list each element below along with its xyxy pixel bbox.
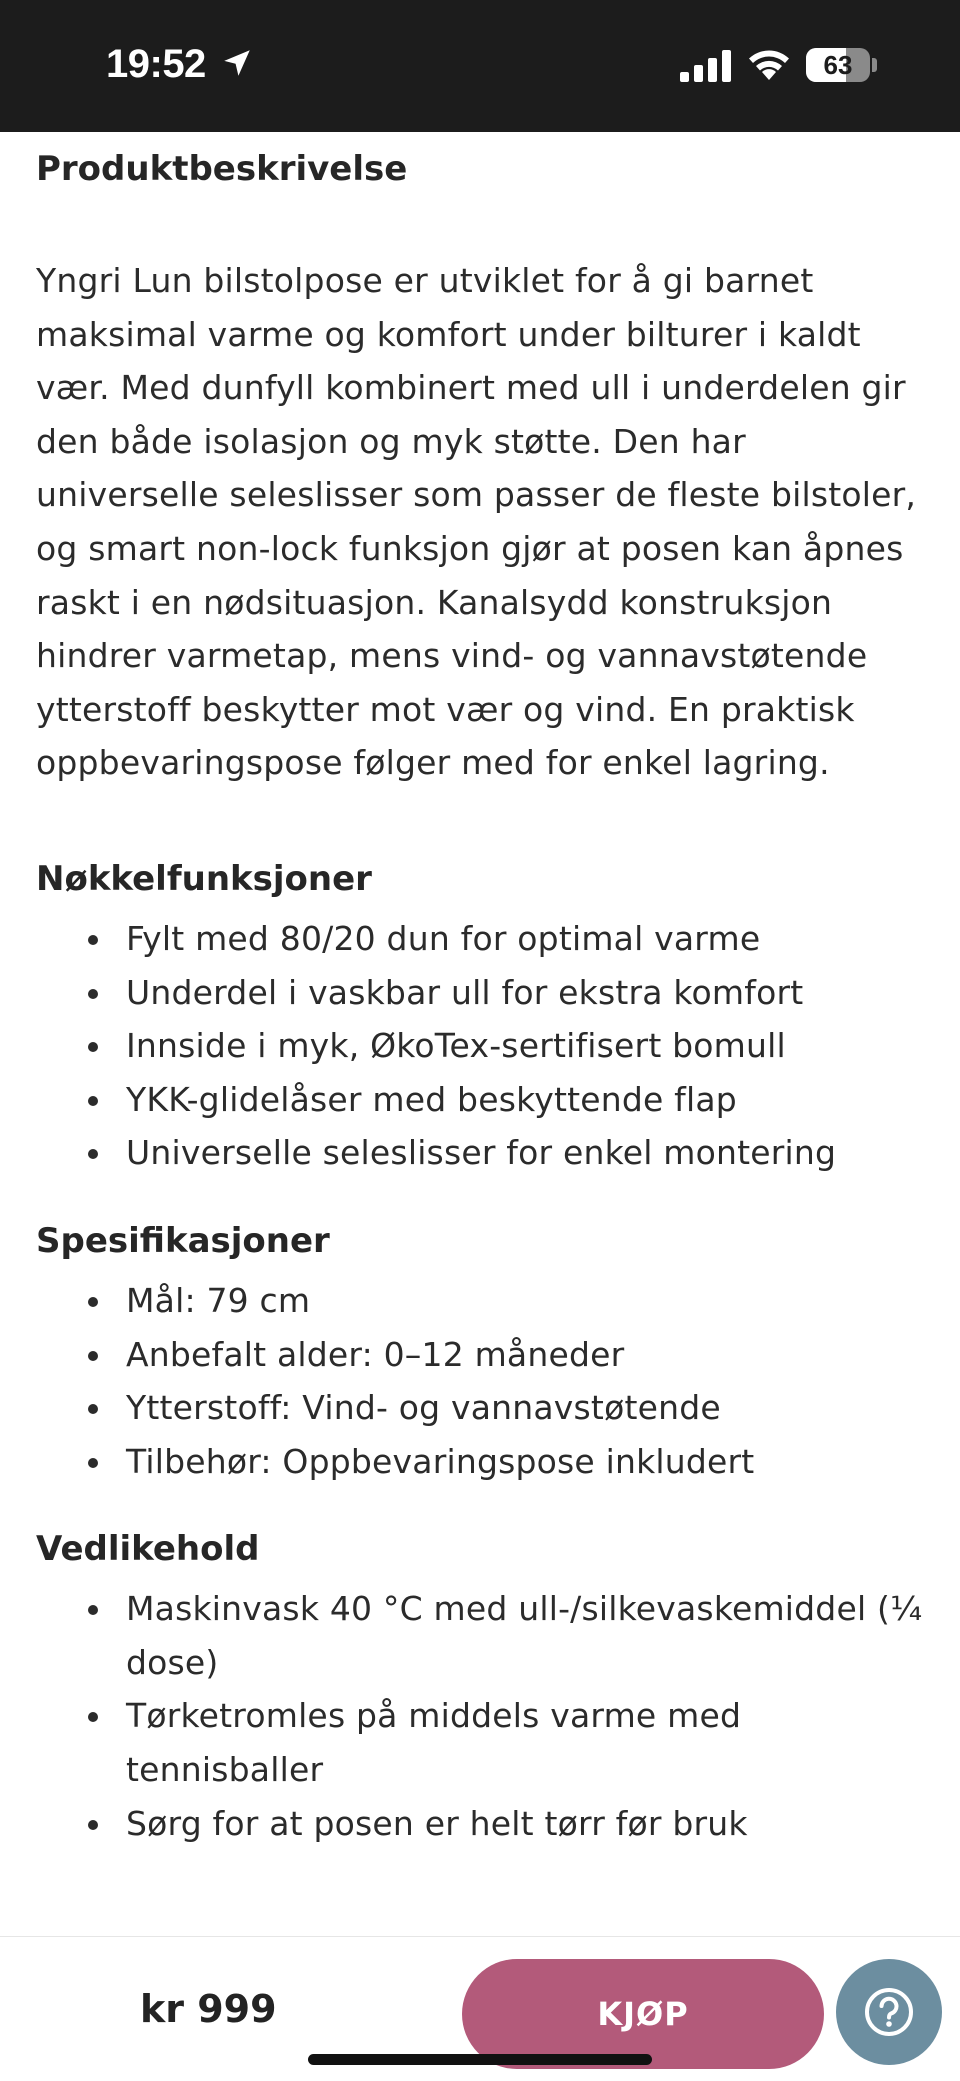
list-item bbox=[36, 1274, 928, 1328]
list-item-text: Underdel i vaskbar ull for ekstra komfort bbox=[126, 972, 804, 1012]
price-label: kr 999 bbox=[140, 1987, 277, 2031]
list-item-text: YKK-glidelåser med beskyttende flap bbox=[126, 1079, 737, 1119]
list-item-text: Universelle seleslisser for enkel montering bbox=[126, 1133, 837, 1173]
list-item bbox=[36, 1435, 928, 1489]
bullet-icon bbox=[88, 1605, 98, 1615]
list-item-text: Innside i myk, ØkoTex-sertifisert bomull bbox=[126, 1026, 786, 1066]
list-item-text: Anbefalt alder: 0–12 måneder bbox=[126, 1334, 625, 1374]
bullet-icon bbox=[88, 1820, 98, 1830]
list-item bbox=[36, 1381, 928, 1435]
specs-title: Spesifikasjoner bbox=[36, 1220, 330, 1261]
question-circle-icon bbox=[864, 1987, 914, 2037]
list-item bbox=[36, 1689, 928, 1796]
product-description-title: Produktbeskrivelse bbox=[36, 149, 408, 189]
battery-icon bbox=[806, 48, 870, 82]
product-description-text: Yngri Lun bilstolpose er utviklet for å gi barnet maksimal varme og komfort under bilturer i kaldt vær. Med dunfyll kombinert med ull i underdelen gir den både isolasjon og myk støtte. Den har universelle seleslisser som passer de fleste bilstoler, og smart non-lock funksjon gjør at posen kan åpnes raskt i en nødsituasjon. Kanalsydd konstruksjon hindrer varmetap, mens vind- og vannavstøtende ytterstoff beskytter mot vær og vind. En praktisk oppbevaringspose følger med for enkel lagring. bbox=[36, 261, 917, 783]
wifi-icon bbox=[746, 46, 792, 82]
bullet-icon bbox=[88, 1351, 98, 1361]
status-bar bbox=[0, 0, 960, 132]
list-item bbox=[36, 1582, 928, 1689]
home-indicator bbox=[308, 2054, 652, 2065]
list-item-text: Mål: 79 cm bbox=[126, 1280, 311, 1320]
list-item-text: Ytterstoff: Vind- og vannavstøtende bbox=[126, 1388, 721, 1428]
bullet-icon bbox=[88, 1096, 98, 1106]
features-list bbox=[36, 912, 928, 1180]
list-item-text: Fylt med 80/20 dun for optimal varme bbox=[126, 918, 761, 958]
bullet-icon bbox=[88, 1458, 98, 1468]
location-arrow-icon bbox=[220, 46, 254, 80]
product-details bbox=[36, 140, 928, 1850]
features-title: Nøkkelfunksjoner bbox=[36, 858, 372, 899]
list-item bbox=[36, 1328, 928, 1382]
help-button[interactable] bbox=[836, 1959, 942, 2065]
care-list bbox=[36, 1582, 928, 1850]
list-item bbox=[36, 1797, 928, 1851]
bullet-icon bbox=[88, 1297, 98, 1307]
bullet-icon bbox=[88, 1712, 98, 1722]
list-item bbox=[36, 966, 928, 1020]
list-item-text: Tørketromles på middels varme med tennisballer bbox=[126, 1696, 742, 1790]
list-item-text: Maskinvask 40 °C med ull-/silkevaskemiddel (¼ dose) bbox=[126, 1589, 923, 1682]
list-item-text: Sørg for at posen er helt tørr før bruk bbox=[126, 1803, 748, 1843]
battery-nub bbox=[872, 58, 877, 72]
list-item bbox=[36, 912, 928, 966]
battery-percent: 63 bbox=[823, 50, 853, 80]
status-time: 19:52 bbox=[106, 42, 206, 86]
list-item bbox=[36, 1126, 928, 1180]
buy-button[interactable]: KJØP bbox=[462, 1959, 824, 2069]
list-item-text: Tilbehør: Oppbevaringspose inkludert bbox=[126, 1441, 755, 1481]
specs-list bbox=[36, 1274, 928, 1488]
signal-icon bbox=[680, 50, 732, 82]
bullet-icon bbox=[88, 1042, 98, 1052]
bullet-icon bbox=[88, 1404, 98, 1414]
list-item bbox=[36, 1019, 928, 1073]
bullet-icon bbox=[88, 1149, 98, 1159]
bullet-icon bbox=[88, 935, 98, 945]
care-title: Vedlikehold bbox=[36, 1529, 260, 1570]
bullet-icon bbox=[88, 989, 98, 999]
list-item bbox=[36, 1073, 928, 1127]
